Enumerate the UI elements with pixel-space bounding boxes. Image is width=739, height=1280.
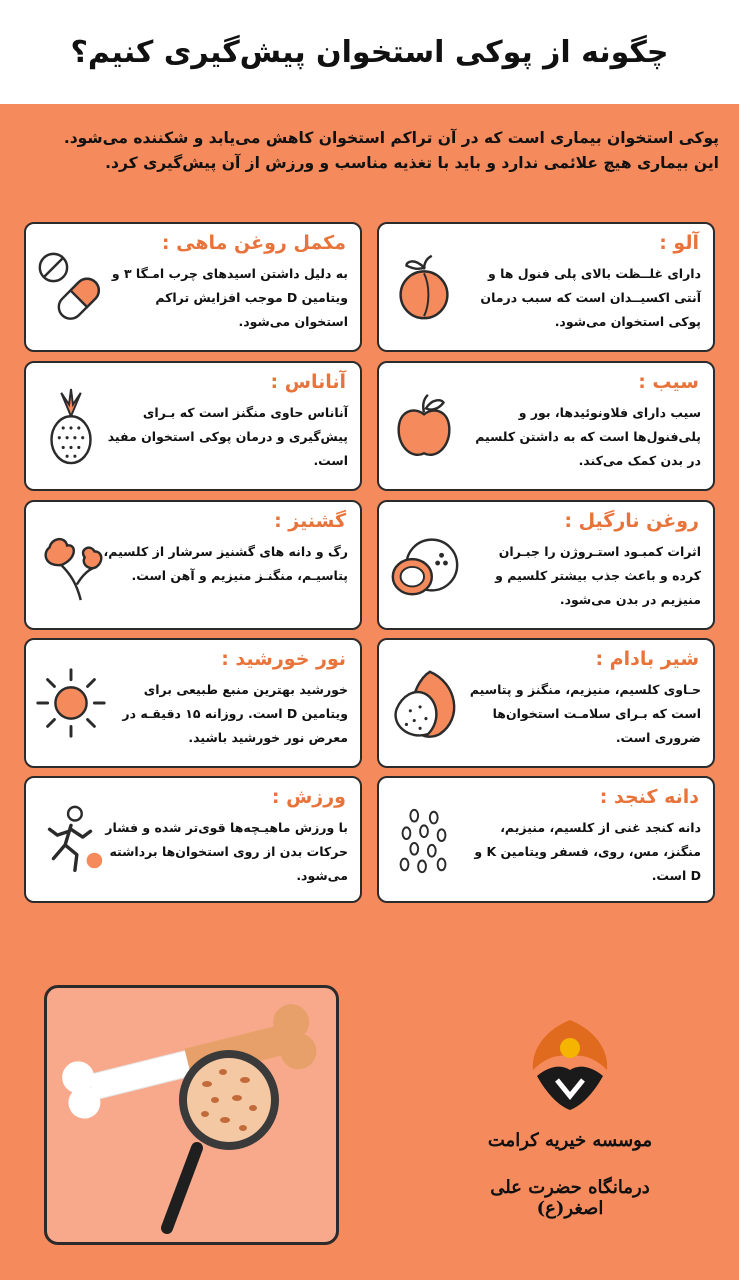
charity-logo-icon [515,1010,625,1120]
card-text: دارای غلــظت بالای پلی فنول ها و آنتی اکسیــدان است که سبب درمان پوکی استخوان می‌شود. [480,266,701,329]
card-text: با ورزش ماهیـچه‌ها قوی‌تر شده و فشار حرکات بدن از روی استخوان‌ها برداشته می‌شود. [105,820,348,883]
card-title: روغن نارگیل : [564,510,699,532]
logo-name-line-2: درمانگاه حضرت علی اصغر(ع) [490,1177,650,1219]
card-text: به دلیل داشتن اسیدهای چرب امـگا ۳ و ویتامین D موجب افزایش تراکم استخوان می‌شود. [111,266,348,329]
coconut-icon [385,526,463,604]
page-title: چگونه از پوکی استخوان پیش‌گیری کنیم؟ [70,34,669,70]
card-text: سیب دارای فلاونوئیدها، بور و پلی‌فنول‌ها است که به داشتن کلسیم در بدن کمک می‌کند. [475,405,701,468]
header [0,0,739,104]
card-text: خورشید بهترین منبع طبیعی برای ویتامین D است. روزانه ۱۵ دقیقـه در معرض نور خورشید باشید. [122,682,348,745]
card-title: آلو : [659,232,699,254]
card-apple [377,361,715,491]
card-text: آناناس حاوی منگنز است که بـرای پیش‌گیری و درمان پوکی استخوان مفید است. [107,405,348,468]
card-text: رگ و دانه های گشنیز سرشار از کلسیم، پتاسیـم، منگنـز منیزیم و آهن است. [103,544,348,583]
almond-icon [385,664,463,742]
card-title: سیب : [638,371,699,393]
pineapple-icon [32,387,110,465]
intro-line-1: پوکی استخوان بیماری است که در آن تراکم استخوان کاهش می‌یابد و شکننده می‌شود. [63,129,719,147]
card-exercise [24,776,362,903]
sun-icon [32,664,110,742]
card-title: ورزش : [271,786,346,808]
charity-logo [470,1010,670,1240]
card-coconut-oil [377,500,715,630]
card-pineapple [24,361,362,491]
card-coriander [24,500,362,630]
intro-text [20,126,719,176]
card-plum [377,222,715,352]
sesame-seeds-icon [385,802,463,880]
apple-icon [385,387,463,465]
coriander-icon [32,526,110,604]
card-text: اثرات کمبـود استـروژن را جبـران کرده و باعث جذب بیشتر کلسیم و منیزیم در بدن می‌شود. [495,544,701,607]
card-title: شیر بادام : [595,648,699,670]
card-title: نور خورشید : [221,648,346,670]
card-sesame [377,776,715,903]
running-person-icon [32,802,110,880]
card-fish-oil [24,222,362,352]
card-text: حـاوی کلسیم، منیزیم، منگنز و پتاسیم است که بـرای سلامـت استخوان‌ها ضروری است. [469,682,701,745]
logo-name-line-1: موسسه خیریه کرامت [487,1130,653,1151]
intro-line-2: این بیماری هیچ علائمی ندارد و باید با تغذیه مناسب و ورزش از آن پیش‌گیری کرد. [105,154,719,172]
card-title: دانه کنجد : [599,786,699,808]
card-sunlight [24,638,362,768]
card-title: مکمل روغن ماهی : [161,232,346,254]
plum-icon [385,248,463,326]
bone-illustration-box [44,985,339,1245]
card-almond-milk [377,638,715,768]
card-text: دانه کنجد غنی از کلسیم، منیزیم، منگنز، مس، روی، فسفر ویتامین K و D است. [474,820,701,883]
capsule-icon [32,248,110,326]
card-title: آناناس : [270,371,346,393]
card-title: گشنیز : [274,510,346,532]
bone-magnifier-icon [47,988,336,1242]
